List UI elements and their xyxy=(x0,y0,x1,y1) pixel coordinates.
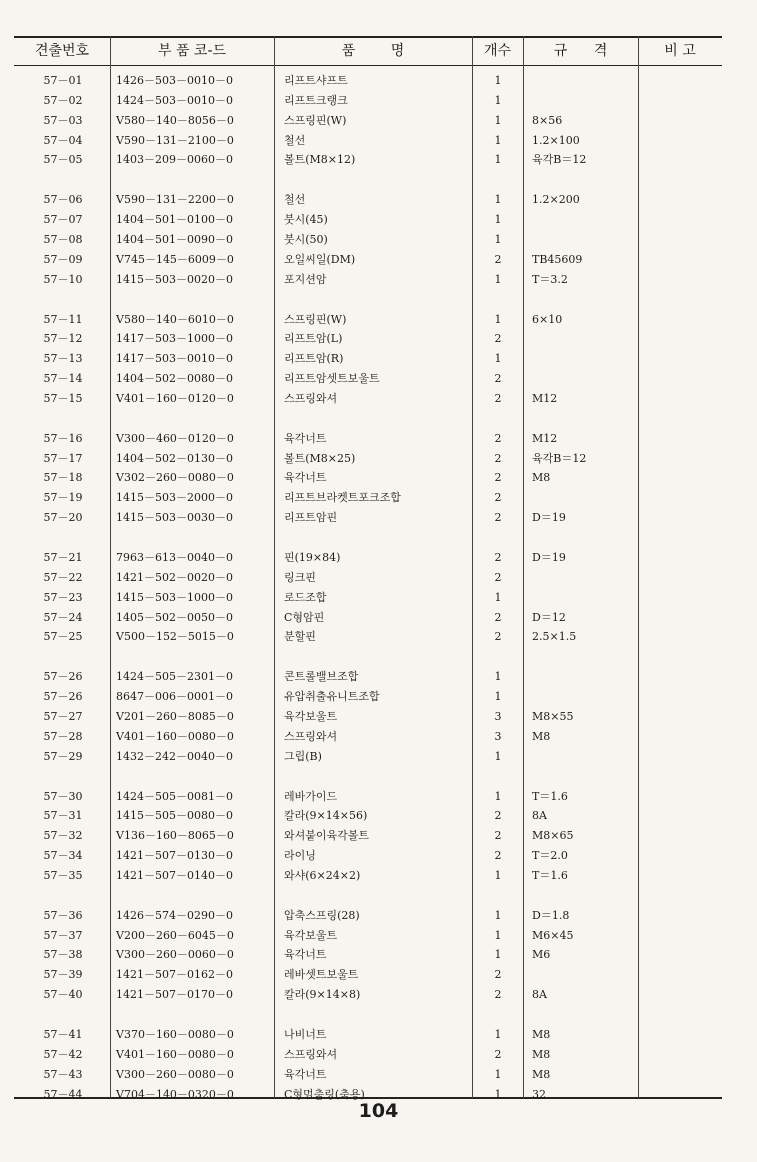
quantity-cell: 2 xyxy=(494,551,502,564)
part-name-cell: 스프링와셔 xyxy=(284,1047,338,1061)
specification-cell: D＝12 xyxy=(532,610,566,624)
quantity-cell: 2 xyxy=(494,849,502,863)
quantity-cell: 1 xyxy=(494,908,502,922)
specification-cell: D＝19 xyxy=(532,511,566,525)
part-number-cell: 57－28 xyxy=(43,729,83,743)
specification-cell: 1.2×100 xyxy=(532,133,580,147)
quantity-cell: 2 xyxy=(494,570,502,584)
quantity-cell: 1 xyxy=(494,193,502,207)
part-number-cell: 57－26 xyxy=(43,670,83,684)
specification-cell: 6×10 xyxy=(532,312,563,326)
part-code-cell: 1417－503－0010－0 xyxy=(116,352,233,366)
table-row xyxy=(0,747,757,766)
quantity-cell: 1 xyxy=(494,133,502,147)
part-number-cell: 57－30 xyxy=(43,789,83,803)
table-row xyxy=(0,468,757,487)
table-row xyxy=(0,787,757,806)
part-name-cell: 스프링핀(W) xyxy=(284,113,347,127)
table-row xyxy=(0,508,757,527)
part-number-cell: 57－44 xyxy=(43,1087,83,1101)
specification-cell: M8×65 xyxy=(532,829,574,843)
quantity-cell: 2 xyxy=(494,968,502,982)
part-number-cell: 57－38 xyxy=(43,948,83,962)
part-name-cell: 칼라(9×14×56) xyxy=(284,809,368,823)
part-number-cell: 57－04 xyxy=(43,133,83,147)
specification-cell: 육각B＝12 xyxy=(532,153,587,167)
part-name-cell: 압축스프링(28) xyxy=(284,908,360,922)
part-code-cell: 1417－503－1000－0 xyxy=(116,332,233,346)
quantity-cell: 1 xyxy=(494,93,502,107)
part-name-cell: 리프트암(L) xyxy=(284,332,343,346)
part-code-cell: V580－140－8056－0 xyxy=(116,113,234,127)
part-number-cell: 57－14 xyxy=(43,372,83,386)
quantity-cell: 1 xyxy=(494,868,502,882)
table-row xyxy=(0,449,757,468)
part-code-cell: 1415－505－0080－0 xyxy=(116,809,233,823)
part-number-cell: 57－32 xyxy=(43,829,83,843)
table-row xyxy=(0,310,757,329)
quantity-cell: 3 xyxy=(494,709,502,723)
part-name-cell: 레바셋트보울트 xyxy=(284,968,359,982)
part-number-cell: 57－31 xyxy=(43,809,83,823)
part-name-cell: 육각보울트 xyxy=(284,709,338,723)
quantity-cell: 1 xyxy=(494,1067,502,1081)
part-name-cell: 핀(19×84) xyxy=(284,551,341,564)
quantity-cell: 2 xyxy=(494,471,502,485)
part-number-cell: 57－12 xyxy=(43,332,83,346)
quantity-cell: 1 xyxy=(494,690,502,704)
specification-cell: T＝1.6 xyxy=(532,789,568,803)
part-number-cell: 57－05 xyxy=(43,153,83,167)
part-name-cell: 리프트크랭크 xyxy=(284,93,348,107)
part-name-cell: 볼트(M8×25) xyxy=(284,451,356,465)
part-code-cell: 1421－507－0162－0 xyxy=(116,968,233,982)
table-row xyxy=(0,707,757,726)
part-name-cell: 철선 xyxy=(284,133,306,147)
specification-cell: 32 xyxy=(532,1087,546,1101)
table-row xyxy=(0,71,757,90)
part-name-cell: 오일씨일(DM) xyxy=(284,252,356,266)
part-name-cell: 그립(B) xyxy=(284,749,322,763)
part-number-cell: 57－39 xyxy=(43,968,83,982)
header-part-name: 품 명 xyxy=(341,43,405,59)
part-code-cell: 1415－503－1000－0 xyxy=(116,590,233,604)
part-code-cell: 1424－503－0010－0 xyxy=(116,93,233,107)
part-number-cell: 57－17 xyxy=(43,451,83,465)
table-row xyxy=(0,965,757,984)
part-code-cell: V136－160－8065－0 xyxy=(116,829,234,843)
quantity-cell: 2 xyxy=(494,451,502,465)
part-number-cell: 57－13 xyxy=(43,352,83,366)
part-name-cell: 링크핀 xyxy=(284,570,316,584)
part-name-cell: 육각너트 xyxy=(284,948,327,962)
part-code-cell: V401－160－0120－0 xyxy=(116,391,234,405)
part-name-cell: 리프트암(R) xyxy=(284,352,344,366)
part-code-cell: V302－260－0080－0 xyxy=(116,471,234,485)
quantity-cell: 2 xyxy=(494,491,502,505)
part-code-cell: 1421－502－0020－0 xyxy=(116,570,233,584)
part-name-cell: 리프트샤프트 xyxy=(284,74,348,87)
table-row xyxy=(0,1065,757,1084)
quantity-cell: 1 xyxy=(494,590,502,604)
quantity-cell: 2 xyxy=(494,391,502,405)
part-code-cell: V745－145－6009－0 xyxy=(116,252,234,266)
part-name-cell: 리프트암셋트보울트 xyxy=(284,372,380,386)
part-code-cell: V201－260－8085－0 xyxy=(116,709,234,723)
quantity-cell: 1 xyxy=(494,789,502,803)
part-number-cell: 57－22 xyxy=(43,570,83,584)
part-code-cell: V590－131－2100－0 xyxy=(116,133,234,147)
part-number-cell: 57－09 xyxy=(43,252,83,266)
quantity-cell: 1 xyxy=(494,232,502,246)
quantity-cell: 1 xyxy=(494,948,502,962)
specification-cell: 8×56 xyxy=(532,113,563,127)
table-row xyxy=(0,329,757,348)
part-name-cell: 육각너트 xyxy=(284,1067,327,1081)
part-code-cell: V300－260－0060－0 xyxy=(116,948,234,962)
table-row xyxy=(0,727,757,746)
specification-cell: M8 xyxy=(532,1067,551,1081)
quantity-cell: 1 xyxy=(494,749,502,763)
part-name-cell: 리프트브라켓트포크조합 xyxy=(284,491,401,505)
part-name-cell: 칼라(9×14×8) xyxy=(284,988,361,1002)
table-row xyxy=(0,150,757,169)
quantity-cell: 1 xyxy=(494,928,502,942)
quantity-cell: 1 xyxy=(494,670,502,684)
part-number-cell: 57－37 xyxy=(43,928,83,942)
specification-cell: M8 xyxy=(532,1047,551,1061)
header-quantity: 개수 xyxy=(483,43,512,59)
specification-cell: D＝1.8 xyxy=(532,908,570,922)
quantity-cell: 2 xyxy=(494,1047,502,1061)
part-code-cell: 1421－507－0140－0 xyxy=(116,868,233,882)
quantity-cell: 2 xyxy=(494,610,502,624)
part-code-cell: 1404－502－0080－0 xyxy=(116,372,233,386)
table-row xyxy=(0,608,757,627)
quantity-cell: 1 xyxy=(494,352,502,366)
table-row xyxy=(0,985,757,1004)
part-number-cell: 57－02 xyxy=(43,93,83,107)
table-row xyxy=(0,111,757,130)
table-row xyxy=(0,945,757,964)
quantity-cell: 1 xyxy=(494,1087,502,1101)
part-number-cell: 57－26 xyxy=(43,690,83,704)
header-bottom-rule xyxy=(14,65,722,66)
part-name-cell: 유압취출유니트조합 xyxy=(284,690,380,704)
part-name-cell: 붓시(45) xyxy=(284,213,328,227)
part-name-cell: 와셔붙이육각볼트 xyxy=(284,829,370,843)
part-code-cell: 1424－505－0081－0 xyxy=(116,789,233,803)
part-name-cell: 붓시(50) xyxy=(284,232,328,246)
table-row xyxy=(0,190,757,209)
table-row xyxy=(0,627,757,646)
table-row xyxy=(0,250,757,269)
part-code-cell: 1404－501－0100－0 xyxy=(116,213,233,227)
specification-cell: T＝3.2 xyxy=(532,272,568,286)
part-name-cell: 콘트롤밸브조합 xyxy=(284,670,359,684)
header-specification: 규 격 xyxy=(553,43,608,59)
part-number-cell: 57－36 xyxy=(43,908,83,922)
part-name-cell: 스프링핀(W) xyxy=(284,312,347,326)
table-row xyxy=(0,866,757,885)
part-name-cell: 육각보울트 xyxy=(284,928,338,942)
part-code-cell: V401－160－0080－0 xyxy=(116,729,234,743)
part-name-cell: 철선 xyxy=(284,193,306,207)
page-number: 104 xyxy=(358,1100,399,1122)
quantity-cell: 2 xyxy=(494,988,502,1002)
quantity-cell: 2 xyxy=(494,332,502,346)
quantity-cell: 1 xyxy=(494,113,502,127)
part-code-cell: V300－460－0120－0 xyxy=(116,431,234,445)
part-number-cell: 57－07 xyxy=(43,213,83,227)
part-number-cell: 57－21 xyxy=(43,551,83,564)
part-number-cell: 57－35 xyxy=(43,868,83,882)
part-code-cell: 1421－507－0130－0 xyxy=(116,849,233,863)
part-number-cell: 57－43 xyxy=(43,1067,83,1081)
table-row xyxy=(0,1025,757,1044)
part-number-cell: 57－24 xyxy=(43,610,83,624)
part-number-cell: 57－18 xyxy=(43,471,83,485)
part-number-cell: 57－25 xyxy=(43,630,83,644)
table-row xyxy=(0,687,757,706)
part-name-cell: 라이닝 xyxy=(284,849,316,863)
specification-cell: 2.5×1.5 xyxy=(532,630,577,644)
part-code-cell: V590－131－2200－0 xyxy=(116,193,234,207)
quantity-cell: 2 xyxy=(494,809,502,823)
specification-cell: 1.2×200 xyxy=(532,193,580,207)
part-code-cell: V704－140－0320－0 xyxy=(116,1087,234,1101)
part-number-cell: 57－08 xyxy=(43,232,83,246)
specification-cell: M12 xyxy=(532,391,558,405)
part-name-cell: 포지션암 xyxy=(284,272,327,286)
table-row xyxy=(0,270,757,289)
specification-cell: M8 xyxy=(532,729,551,743)
specification-cell: M8×55 xyxy=(532,709,574,723)
table-row xyxy=(0,548,757,567)
part-code-cell: V500－152－5015－0 xyxy=(116,630,234,644)
quantity-cell: 1 xyxy=(494,272,502,286)
table-row xyxy=(0,568,757,587)
part-number-cell: 57－20 xyxy=(43,511,83,525)
part-number-cell: 57－42 xyxy=(43,1047,83,1061)
part-code-cell: 1424－505－2301－0 xyxy=(116,670,233,684)
part-number-cell: 57－29 xyxy=(43,749,83,763)
table-row xyxy=(0,349,757,368)
quantity-cell: 2 xyxy=(494,431,502,445)
part-code-cell: 1432－242－0040－0 xyxy=(116,749,233,763)
specification-cell: 육각B＝12 xyxy=(532,451,587,465)
part-code-cell: 1426－574－0290－0 xyxy=(116,908,233,922)
specification-cell: D＝19 xyxy=(532,551,566,564)
part-number-cell: 57－34 xyxy=(43,849,83,863)
quantity-cell: 1 xyxy=(494,213,502,227)
part-number-cell: 57－06 xyxy=(43,193,83,207)
part-code-cell: 1415－503－0030－0 xyxy=(116,511,233,525)
specification-cell: M6×45 xyxy=(532,928,574,942)
header-part-code: 부 품 코-드 xyxy=(157,43,227,59)
part-number-cell: 57－41 xyxy=(43,1028,83,1041)
part-name-cell: 스프링와셔 xyxy=(284,729,338,743)
part-number-cell: 57－19 xyxy=(43,491,83,505)
part-code-cell: 8647－006－0001－0 xyxy=(116,690,233,704)
part-code-cell: V370－160－0080－0 xyxy=(116,1028,234,1041)
part-name-cell: 볼트(M8×12) xyxy=(284,153,356,167)
specification-cell: T＝1.6 xyxy=(532,868,568,882)
part-code-cell: 1404－502－0130－0 xyxy=(116,451,233,465)
table-row xyxy=(0,369,757,388)
quantity-cell: 2 xyxy=(494,630,502,644)
header-remarks: 비 고 xyxy=(664,43,696,59)
table-row xyxy=(0,230,757,249)
part-name-cell: 와샤(6×24×2) xyxy=(284,868,361,882)
table-row xyxy=(0,667,757,686)
part-name-cell: C형암핀 xyxy=(284,610,325,624)
part-code-cell: 1426－503－0010－0 xyxy=(116,74,233,87)
header-part-number: 견출번호 xyxy=(34,43,90,59)
quantity-cell: 2 xyxy=(494,372,502,386)
specification-cell: M8 xyxy=(532,471,551,485)
table-row xyxy=(0,488,757,507)
part-code-cell: 1403－209－0060－0 xyxy=(116,153,233,167)
specification-cell: 8A xyxy=(532,809,547,823)
part-code-cell: 7963－613－0040－0 xyxy=(116,551,233,564)
part-code-cell: V401－160－0080－0 xyxy=(116,1047,234,1061)
quantity-cell: 2 xyxy=(494,252,502,266)
table-row xyxy=(0,926,757,945)
part-name-cell: 리프트암핀 xyxy=(284,511,338,525)
table-row xyxy=(0,588,757,607)
quantity-cell: 1 xyxy=(494,1028,502,1041)
table-row xyxy=(0,389,757,408)
part-name-cell: 스프링와셔 xyxy=(284,391,338,405)
part-code-cell: 1421－507－0170－0 xyxy=(116,988,233,1002)
quantity-cell: 1 xyxy=(494,153,502,167)
table-row xyxy=(0,826,757,845)
part-name-cell: 로드조합 xyxy=(284,590,327,604)
part-name-cell: 육각너트 xyxy=(284,431,327,445)
part-code-cell: 1404－501－0090－0 xyxy=(116,232,233,246)
table-row xyxy=(0,429,757,448)
part-code-cell: 1415－503－0020－0 xyxy=(116,272,233,286)
quantity-cell: 1 xyxy=(494,74,502,87)
specification-cell: TB45609 xyxy=(532,252,583,266)
table-row xyxy=(0,846,757,865)
table-row xyxy=(0,906,757,925)
specification-cell: M8 xyxy=(532,1028,551,1041)
part-number-cell: 57－10 xyxy=(43,272,83,286)
table-row xyxy=(0,131,757,150)
specification-cell: 8A xyxy=(532,988,547,1002)
part-name-cell: 레바가이드 xyxy=(284,789,338,803)
table-row xyxy=(0,1045,757,1064)
table-row xyxy=(0,806,757,825)
part-code-cell: 1405－502－0050－0 xyxy=(116,610,233,624)
specification-cell: M12 xyxy=(532,431,558,445)
quantity-cell: 1 xyxy=(494,312,502,326)
part-code-cell: V300－260－0080－0 xyxy=(116,1067,234,1081)
part-code-cell: V200－260－6045－0 xyxy=(116,928,234,942)
part-name-cell: 분할핀 xyxy=(284,630,316,644)
quantity-cell: 3 xyxy=(494,729,502,743)
table-row xyxy=(0,91,757,110)
part-number-cell: 57－16 xyxy=(43,431,83,445)
part-name-cell: 나비너트 xyxy=(284,1028,327,1041)
part-number-cell: 57－40 xyxy=(43,988,83,1002)
part-number-cell: 57－11 xyxy=(43,312,83,326)
part-name-cell: 육각너트 xyxy=(284,471,327,485)
quantity-cell: 2 xyxy=(494,829,502,843)
part-code-cell: 1415－503－2000－0 xyxy=(116,491,233,505)
part-number-cell: 57－01 xyxy=(43,74,83,87)
part-number-cell: 57－23 xyxy=(43,590,83,604)
part-number-cell: 57－03 xyxy=(43,113,83,127)
part-name-cell: C형멈춤링(축용) xyxy=(284,1087,365,1101)
quantity-cell: 2 xyxy=(494,511,502,525)
table-row xyxy=(0,210,757,229)
part-number-cell: 57－27 xyxy=(43,709,83,723)
specification-cell: M6 xyxy=(532,948,551,962)
specification-cell: T＝2.0 xyxy=(532,849,568,863)
part-number-cell: 57－15 xyxy=(43,391,83,405)
part-code-cell: V580－140－6010－0 xyxy=(116,312,234,326)
